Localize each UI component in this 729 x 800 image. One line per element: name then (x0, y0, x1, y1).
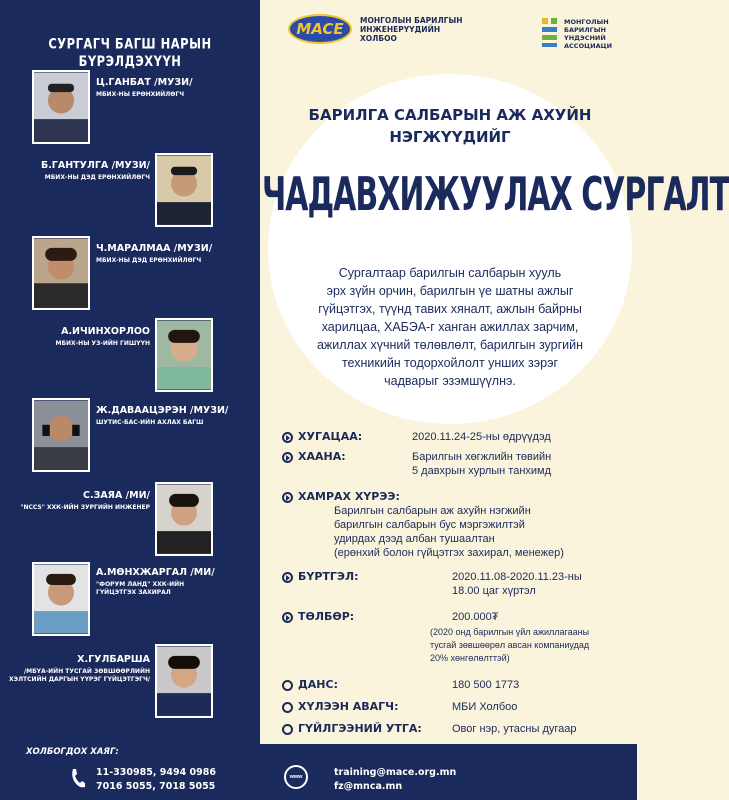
fee-value: 200.000₮ (452, 611, 499, 623)
contact-phones: 11-330985, 9494 0986 7016 5055, 7018 5055 (96, 767, 216, 792)
speaker-name: А.МӨНХЖАРГАЛ /МИ/ (96, 567, 215, 578)
speaker-name: Ч.МАРАЛМАА /МУЗИ/ (96, 243, 213, 254)
bullet-icon (282, 680, 293, 691)
speaker-name: Ц.ГАНБАТ /МУЗИ/ (96, 77, 193, 88)
speaker-portrait-icon (157, 320, 211, 390)
speaker-name: Б.ГАНТУЛГА /МУЗИ/ (40, 160, 150, 171)
speaker-portrait-icon (157, 484, 211, 554)
account-label: ДАНС: (298, 678, 338, 691)
mace-org-name: МОНГОЛЫН БАРИЛГЫН ИНЖЕНЕРҮҮДИЙН ХОЛБОО (360, 16, 463, 43)
globe-icon: www (284, 765, 308, 789)
speaker-role: МБИХ-НЫ ДЭД ЕРӨНХИЙЛӨГЧ (44, 174, 150, 181)
bullet-icon (282, 452, 293, 463)
speakers-heading: СУРГАГЧ БАГШ НАРЫН БҮРЭЛДЭХҮҮН (48, 34, 212, 70)
event-subtitle: БАРИЛГА САЛБАРЫН АЖ АХУЙН НЭГЖҮҮДИЙГ (308, 106, 592, 146)
contact-heading: ХОЛБОГДОХ ХАЯГ: (26, 747, 119, 757)
recipient-value: МБИ Холбоо (452, 701, 518, 713)
date-label: ХУГАЦАА: (298, 430, 363, 443)
speaker-role: "NCCS" ХХК-ИЙН ЗУРГИЙН ИНЖЕНЕР (20, 504, 150, 511)
bullet-icon (282, 612, 293, 623)
speaker-photo (32, 398, 90, 472)
account-value: 180 500 1773 (452, 679, 520, 691)
bullet-icon (282, 432, 293, 443)
audience-label: ХАМРАХ ХҮРЭЭ: (298, 490, 400, 503)
contact-emails[interactable]: training@mace.org.mn fz@mnca.mn (334, 767, 457, 792)
speaker-role: "ФОРУМ ЛАНД" ХХК-ИЙН ГҮЙЦЭТГЭХ ЗАХИРАЛ (96, 581, 185, 596)
speaker-photo (32, 236, 90, 310)
speaker-portrait-icon (157, 155, 211, 225)
fee-note: (2020 онд барилгын үйл ажиллагааны тусгай зөвшөөрөл авсан компаниудад 20% хөнгөлөлттэй) (430, 627, 590, 663)
registration-label: БҮРТГЭЛ: (298, 570, 359, 583)
speaker-role: МБИХ-НЫ ЕРӨНХИЙЛӨГЧ (96, 91, 185, 98)
speaker-portrait-icon (34, 238, 88, 308)
speaker-role: МБИХ-НЫ ДЭД ЕРӨНХИЙЛӨГЧ (96, 257, 202, 264)
speaker-photo (155, 482, 213, 556)
registration-value: 2020.11.08-2020.11.23-ны 18.00 цаг хүртэл (452, 571, 582, 597)
memo-label: ГҮЙЛГЭЭНИЙ УТГА: (298, 722, 422, 735)
date-value: 2020.11.24-25-ны өдрүүдэд (412, 431, 551, 443)
audience-value: Барилгын салбарын аж ахуйн нэгжийн барилгын салбарын бус мэргэжилтэй удирдах дээд албан тушаалтан (ерөнхий болон гүйцэтгэх захирал, менежер) (334, 505, 564, 559)
speaker-name: Х.ГУЛБАРША (77, 654, 150, 665)
speaker-name: С.ЗАЯА /МИ/ (82, 490, 150, 501)
event-title: ЧАДАВХИЖУУЛАХ СУРГАЛТ (262, 168, 729, 223)
speaker-photo (32, 70, 90, 144)
bullet-icon (282, 724, 293, 735)
speaker-photo (32, 562, 90, 636)
recipient-label: ХҮЛЭЭН АВАГЧ: (298, 700, 399, 713)
speaker-role: МБИХ-НЫ УЗ-ИЙН ГИШҮҮН (55, 340, 150, 347)
bullet-icon (282, 572, 293, 583)
speaker-name: А.ИЧИНХОРЛОО (61, 326, 150, 337)
bullet-icon (282, 702, 293, 713)
speaker-photo (155, 153, 213, 227)
speaker-photo (155, 644, 213, 718)
place-label: ХААНА: (298, 450, 346, 463)
speaker-portrait-icon (34, 564, 88, 634)
memo-value: Овог нэр, утасны дугаар (452, 723, 577, 735)
event-description: Сургалтаар барилгын салбарын хууль эрх зүйн орчин, барилгын үе шатны ажлыг гүйцэтгэх, түүнд тавих хяналт, ажлын байрны харилцаа, ХАБЭА-г ханган ажиллах зарчим, ажиллах хүчний төлөвлөлт, барилгын зургийн техникийн тодорхойлолт унших зэрэг чадварыг эзэмшүүлнэ. (316, 266, 584, 388)
association-name: МОНГОЛЫН БАРИЛГЫН ҮНДЭСНИЙ АССОЦИАЦИ (564, 18, 613, 50)
fee-label: ТӨЛБӨР: (298, 610, 355, 623)
speaker-role: ШУТИС-БАС-ИЙН АХЛАХ БАГШ (96, 419, 204, 426)
speaker-role: /МБҮА-ИЙН ТУСГАЙ ЗӨВШӨӨРЛИЙН ХЭЛТСИЙН ДАРГЫН ҮҮРЭГ ГҮЙЦЭТГЭГЧ/ (9, 668, 150, 683)
speaker-portrait-icon (34, 72, 88, 142)
speaker-photo (155, 318, 213, 392)
speaker-portrait-icon (34, 400, 88, 470)
speaker-portrait-icon (157, 646, 211, 716)
association-logo-icon (540, 16, 560, 48)
speaker-name: Ж.ДАВААЦЭРЭН /МУЗИ/ (96, 405, 229, 416)
mace-logo: MACE (288, 14, 352, 44)
bullet-icon (282, 492, 293, 503)
place-value: Барилгын хөгжлийн төвийн 5 давхрын хурлын танхимд (412, 451, 552, 477)
phone-icon (70, 768, 86, 790)
